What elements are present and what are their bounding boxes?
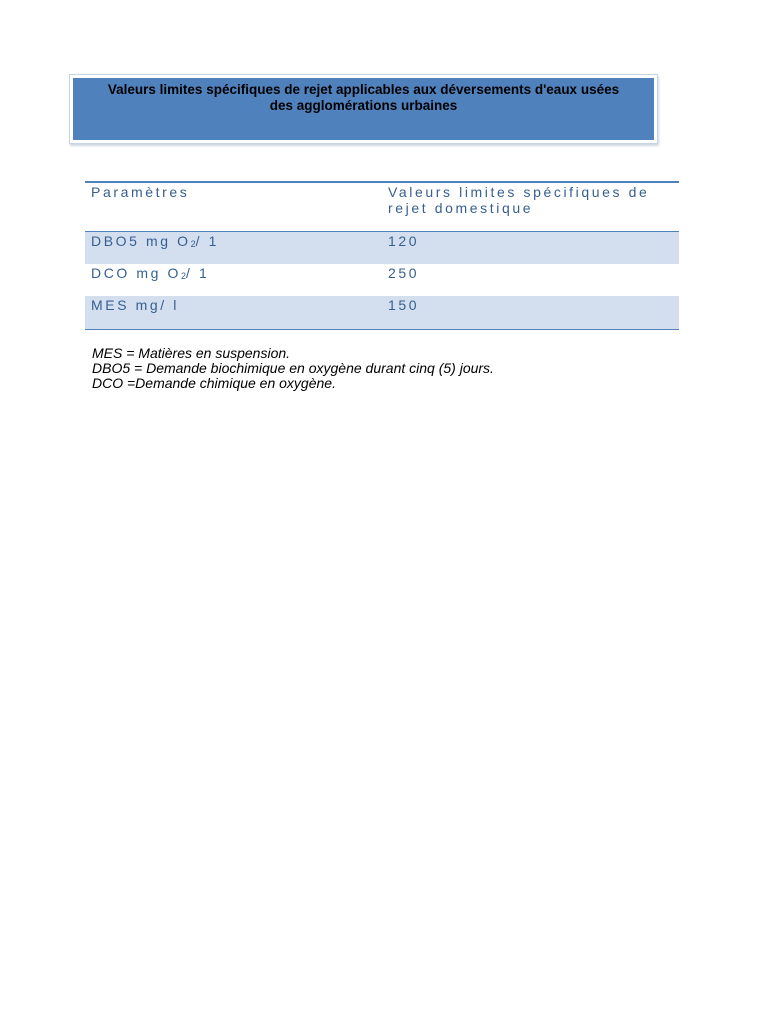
footnotes (92, 346, 494, 391)
title-box (73, 78, 654, 140)
document-title (73, 78, 654, 114)
value-cell: 150 (388, 297, 420, 313)
table-header-row (85, 183, 679, 232)
param-cell (85, 232, 387, 264)
footnote-dco: DCO =Demande chimique en oxygène. (92, 375, 336, 391)
table-row (85, 296, 679, 329)
param-cell (85, 296, 387, 329)
limits-table (85, 181, 679, 330)
title-line-2: des agglomérations urbaines (269, 98, 458, 113)
title-line-1: Valeurs limites spécifiques de rejet applicables aux déversements d'eaux usées (107, 82, 620, 97)
footnote-mes: MES = Matières en suspension. (92, 345, 291, 361)
value-cell: 250 (388, 265, 420, 281)
param-subscript: 2 (181, 271, 187, 281)
param-main: MES mg/ l (91, 297, 179, 313)
table-row (85, 264, 679, 296)
param-subscript: 2 (190, 239, 196, 249)
param-cell (85, 264, 387, 296)
param-main: DBO5 mg O (91, 233, 191, 249)
param-tail: / 1 (195, 233, 220, 249)
footnote-dbo5: DBO5 = Demande biochimique en oxygène durant cinq (5) jours. (92, 360, 494, 376)
title-frame (69, 74, 658, 144)
param-tail: / 1 (186, 265, 210, 281)
header-valeurs-limites: Valeurs limites spécifiques de rejet domestique (388, 184, 650, 216)
param-main: DCO mg O (91, 265, 182, 281)
header-parametres: Paramètres (91, 184, 190, 200)
value-cell: 120 (388, 233, 420, 249)
table-row (85, 232, 679, 264)
